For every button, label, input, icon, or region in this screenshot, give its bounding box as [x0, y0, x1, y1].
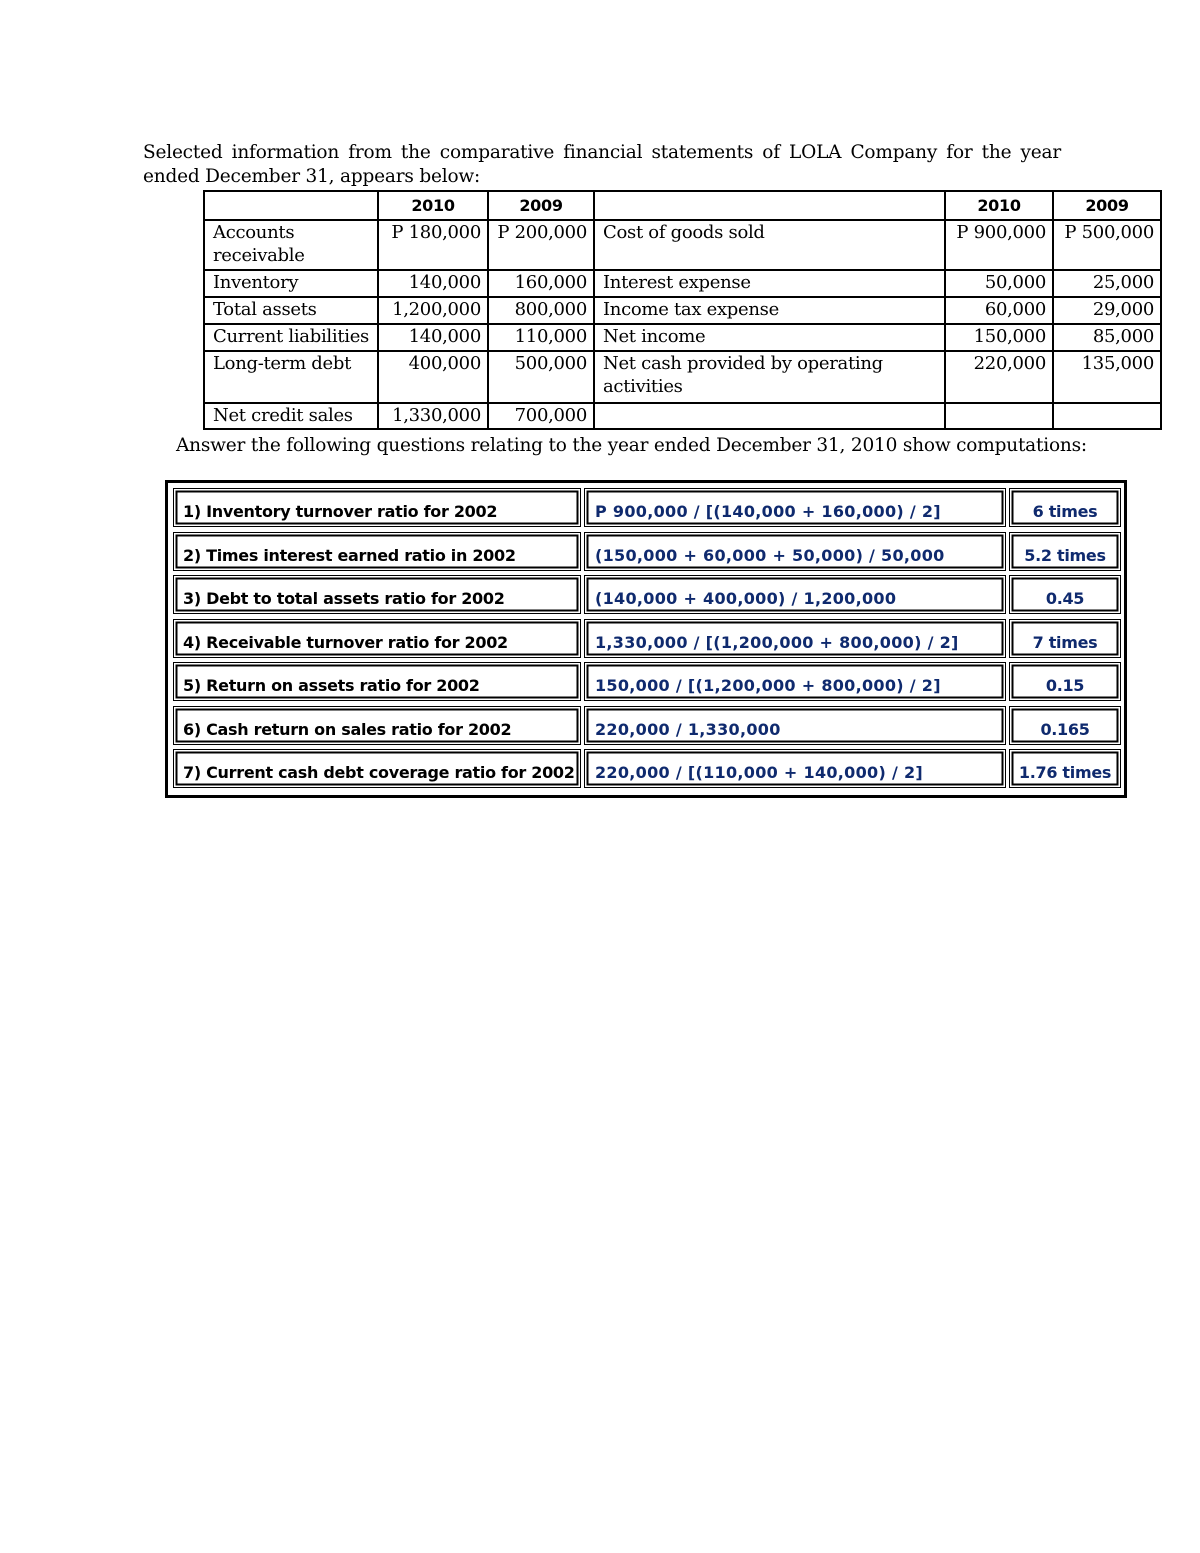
header-year-2010: 2010 — [945, 191, 1053, 220]
ratio-computation: 220,000 / [(110,000 + 140,000) / 2] — [584, 749, 1006, 788]
row-label — [594, 403, 945, 429]
header-year-2009: 2009 — [1053, 191, 1161, 220]
value-2009: 160,000 — [488, 270, 594, 297]
ratio-computation: 220,000 / 1,330,000 — [584, 706, 1006, 745]
table-row — [204, 351, 1161, 403]
financial-data-table — [203, 190, 1162, 430]
ratio-question: 7) Current cash debt coverage ratio for 2002 — [173, 749, 581, 788]
ratio-question: 1) Inventory turnover ratio for 2002 — [173, 488, 581, 527]
ratio-answer: 0.15 — [1009, 662, 1121, 701]
intro-paragraph: Selected information from the comparative financial statements of LOLA Company for the year ended December 31, appears below: — [143, 142, 1061, 187]
table-row — [204, 403, 1161, 429]
ratio-computation: (150,000 + 60,000 + 50,000) / 50,000 — [584, 532, 1006, 571]
table-row — [204, 324, 1161, 351]
header-blank-cell — [204, 191, 378, 220]
value-2009: 135,000 — [1053, 351, 1161, 403]
row-label: Net cash provided by operating activities — [594, 351, 945, 403]
ratio-answer: 5.2 times — [1009, 532, 1121, 571]
value-2010: 1,200,000 — [378, 297, 488, 324]
ratio-answer: 0.45 — [1009, 575, 1121, 614]
row-label: Inventory — [204, 270, 378, 297]
ratio-answers-table — [165, 480, 1127, 798]
ratio-answer: 6 times — [1009, 488, 1121, 527]
ratio-computation: P 900,000 / [(140,000 + 160,000) / 2] — [584, 488, 1006, 527]
value-2010: 140,000 — [378, 270, 488, 297]
value-2009: 25,000 — [1053, 270, 1161, 297]
row-label: Total assets — [204, 297, 378, 324]
row-label: Net credit sales — [204, 403, 378, 429]
value-2010: 140,000 — [378, 324, 488, 351]
ratio-computation: (140,000 + 400,000) / 1,200,000 — [584, 575, 1006, 614]
value-2010: P 900,000 — [945, 220, 1053, 270]
value-2010: 60,000 — [945, 297, 1053, 324]
answer-instructions: Answer the following questions relating to the year ended December 31, 2010 show computations: — [176, 435, 1087, 456]
value-2010: 400,000 — [378, 351, 488, 403]
ratio-answer: 7 times — [1009, 619, 1121, 658]
table-row — [204, 220, 1161, 270]
value-2009: 700,000 — [488, 403, 594, 429]
table-row — [204, 270, 1161, 297]
value-2010: 150,000 — [945, 324, 1053, 351]
row-label: Net income — [594, 324, 945, 351]
ratio-question: 4) Receivable turnover ratio for 2002 — [173, 619, 581, 658]
value-2010: 1,330,000 — [378, 403, 488, 429]
value-2009: 500,000 — [488, 351, 594, 403]
ratio-answer: 1.76 times — [1009, 749, 1121, 788]
header-year-2009: 2009 — [488, 191, 594, 220]
table-header-row — [204, 191, 1161, 220]
value-2010: P 180,000 — [378, 220, 488, 270]
ratio-question: 6) Cash return on sales ratio for 2002 — [173, 706, 581, 745]
ratio-computation: 150,000 / [(1,200,000 + 800,000) / 2] — [584, 662, 1006, 701]
ratio-question: 3) Debt to total assets ratio for 2002 — [173, 575, 581, 614]
header-year-2010: 2010 — [378, 191, 488, 220]
value-2009: 800,000 — [488, 297, 594, 324]
row-label: Current liabilities — [204, 324, 378, 351]
value-2009: 110,000 — [488, 324, 594, 351]
row-label: Interest expense — [594, 270, 945, 297]
ratio-computation: 1,330,000 / [(1,200,000 + 800,000) / 2] — [584, 619, 1006, 658]
row-label: Cost of goods sold — [594, 220, 945, 270]
value-2009: P 500,000 — [1053, 220, 1161, 270]
value-2010: 220,000 — [945, 351, 1053, 403]
ratio-answer: 0.165 — [1009, 706, 1121, 745]
value-2009: 29,000 — [1053, 297, 1161, 324]
row-label: Long-term debt — [204, 351, 378, 403]
row-label: Income tax expense — [594, 297, 945, 324]
value-2009: P 200,000 — [488, 220, 594, 270]
row-label: Accounts receivable — [204, 220, 378, 270]
ratio-question: 5) Return on assets ratio for 2002 — [173, 662, 581, 701]
value-2009: 85,000 — [1053, 324, 1161, 351]
table-row — [204, 297, 1161, 324]
ratio-question: 2) Times interest earned ratio in 2002 — [173, 532, 581, 571]
value-2010: 50,000 — [945, 270, 1053, 297]
value-2010 — [945, 403, 1053, 429]
value-2009 — [1053, 403, 1161, 429]
header-blank-cell — [594, 191, 945, 220]
